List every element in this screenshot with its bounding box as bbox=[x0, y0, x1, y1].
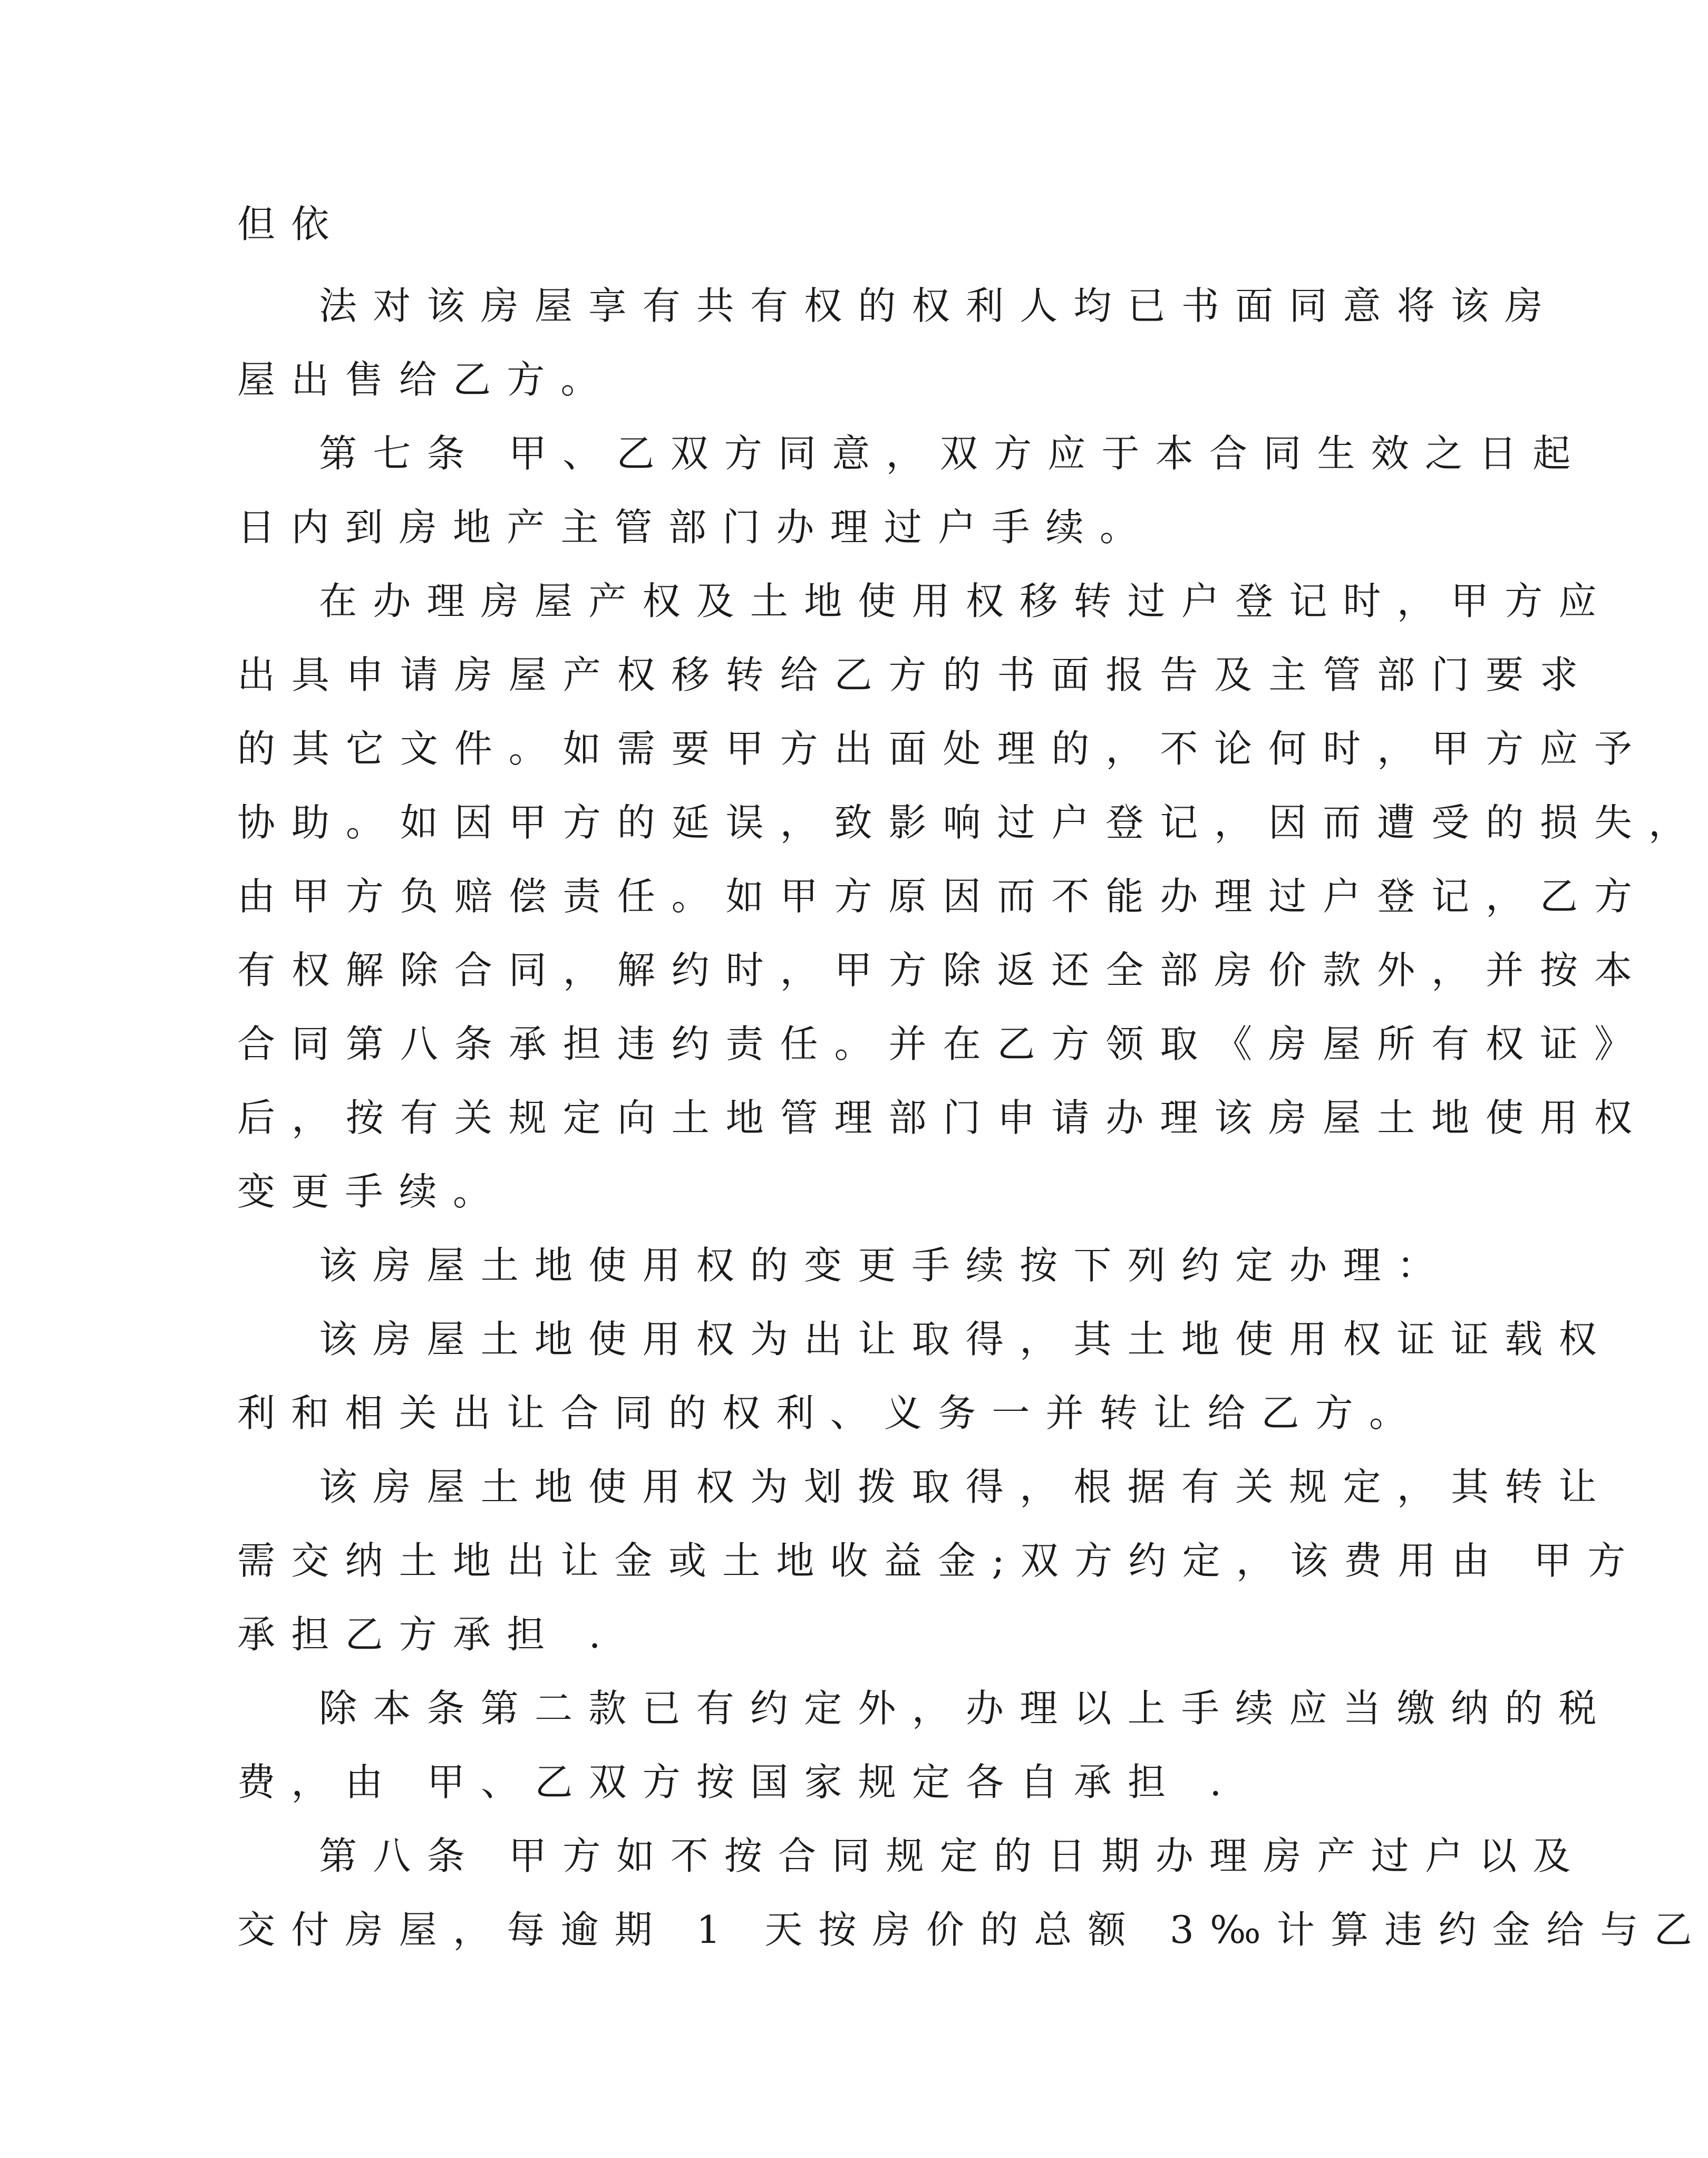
text-line: 变更手续。 bbox=[237, 1169, 507, 1214]
text-line: 后，按有关规定向土地管理部门申请办理该房屋土地使用权 bbox=[237, 1096, 1648, 1140]
text-line: 屋出售给乙方。 bbox=[237, 357, 615, 402]
text-line: 在办理房屋产权及土地使用权移转过户登记时，甲方应 bbox=[319, 579, 1613, 623]
text-line: 第八条 甲方如不按合同规定的日期办理房产过户以及 bbox=[319, 1834, 1587, 1878]
text-line: 该房屋土地使用权为划拨取得，根据有关规定，其转让 bbox=[319, 1465, 1613, 1509]
text-line: 第七条 甲、乙双方同意，双方应于本合同生效之日起 bbox=[319, 431, 1587, 476]
text-line: 日内到房地产主管部门办理过户手续。 bbox=[237, 505, 1154, 549]
text-line: 需交纳土地出让金或土地收益金;双方约定，该费用由 甲方 bbox=[237, 1538, 1642, 1583]
text-line: 有权解除合同，解约时，甲方除返还全部房价款外，并按本 bbox=[237, 948, 1648, 992]
text-line: 承担乙方承担 . bbox=[237, 1612, 617, 1657]
text-line: 的其它文件。如需要甲方出面处理的，不论何时，甲方应予 bbox=[237, 727, 1648, 771]
text-line: 该房屋土地使用权为出让取得，其土地使用权证证载权 bbox=[319, 1317, 1613, 1361]
text-line: 出具申请房屋产权移转给乙方的书面报告及主管部门要求 bbox=[237, 653, 1595, 697]
text-line: 协助。如因甲方的延误，致影响过户登记，因而遭受的损失， bbox=[237, 800, 1703, 845]
text-line: 法对该房屋享有共有权的权利人均已书面同意将该房 bbox=[319, 284, 1559, 328]
text-line: 交付房屋，每逾期 1 天按房价的总额 3‰计算违约金给与乙 bbox=[237, 1908, 1708, 1952]
text-line: 合同第八条承担违约责任。并在乙方领取《房屋所有权证》 bbox=[237, 1022, 1648, 1066]
text-line: 费，由 甲、乙双方按国家规定各自承担 . bbox=[237, 1760, 1238, 1804]
text-line: 但依 bbox=[237, 202, 345, 246]
text-line: 由甲方负赔偿责任。如甲方原因而不能办理过户登记，乙方 bbox=[237, 874, 1648, 918]
text-line: 除本条第二款已有约定外，办理以上手续应当缴纳的税 bbox=[319, 1686, 1613, 1730]
text-line: 该房屋土地使用权的变更手续按下列约定办理： bbox=[319, 1243, 1451, 1288]
text-line: 利和相关出让合同的权利、义务一并转让给乙方。 bbox=[237, 1391, 1423, 1435]
